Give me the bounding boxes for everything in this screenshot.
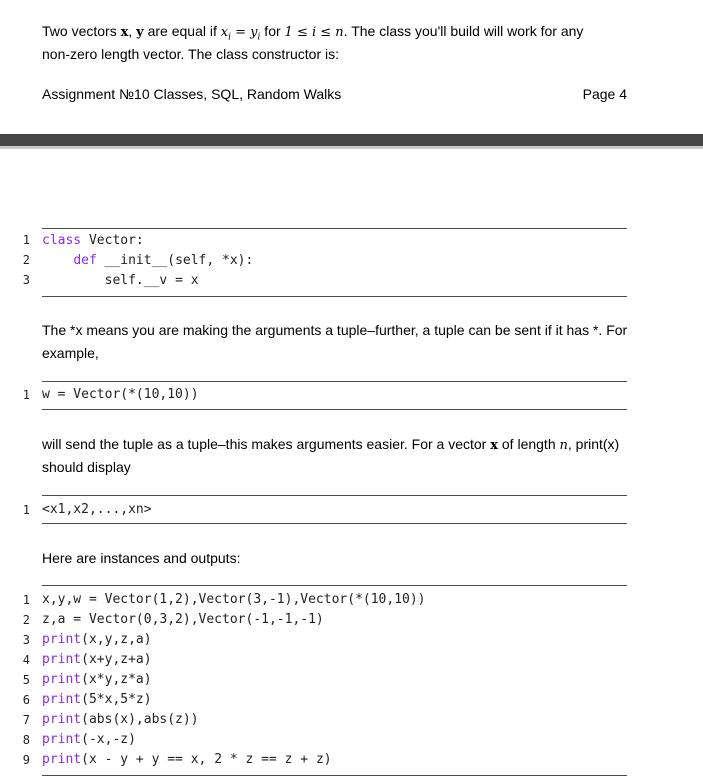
code-line: print(-x,-z) — [42, 732, 136, 747]
line-number: 9 — [22, 753, 30, 767]
code-line: print(abs(x),abs(z)) — [42, 712, 199, 727]
paragraph-line: The *x means you are making the arguments a tuple–further, a tuple can be sent if it has *. For — [42, 322, 628, 338]
paragraph-line: will send the tuple as a tuple–this makes arguments easier. For a vector x of length n, print(x) — [42, 436, 620, 453]
line-number: 8 — [22, 733, 30, 747]
intro-line-1: Two vectors x, y are equal if $x_i = y_i$ for 1 ≤ i ≤ n. The class you'll build will work for any — [42, 23, 584, 43]
code-rule-bottom — [42, 409, 627, 410]
code-line: class Vector: — [42, 233, 144, 248]
code-line: w = Vector(*(10,10)) — [42, 387, 199, 402]
code-rule-top — [42, 585, 627, 586]
equation-xi-yi: $x_i = y_i$ — [220, 25, 261, 43]
code-line: z,a = Vector(0,3,2),Vector(-1,-1,-1) — [42, 612, 324, 627]
paragraph-line: should display — [42, 459, 131, 475]
line-number: 1 — [22, 593, 30, 607]
code-line: self.__v = x — [104, 273, 199, 288]
code-rule-bottom — [42, 775, 627, 776]
line-number: 6 — [22, 693, 30, 707]
line-number: 3 — [22, 633, 30, 647]
assignment-title: Assignment №10 Classes, SQL, Random Walks — [42, 86, 342, 102]
code-rule-top — [42, 495, 627, 496]
code-line: x,y,w = Vector(1,2),Vector(3,-1),Vector(*(10,10)) — [42, 592, 426, 607]
code-rule-top — [42, 228, 627, 229]
line-number: 1 — [22, 503, 30, 517]
line-number: 4 — [22, 653, 30, 667]
code-rule-bottom — [42, 296, 627, 297]
code-line: def __init__(self, *x): — [73, 253, 254, 268]
code-line: print(5*x,5*z) — [42, 692, 152, 707]
line-number: 1 — [22, 233, 30, 247]
code-rule-bottom — [42, 523, 627, 524]
code-line: print(x*y,z*a) — [42, 672, 152, 687]
paragraph-line: example, — [42, 345, 99, 361]
code-rule-top — [42, 381, 627, 382]
line-number: 7 — [22, 713, 30, 727]
code-line: print(x,y,z,a) — [42, 632, 152, 647]
line-number: 1 — [22, 388, 30, 402]
line-number: 2 — [22, 613, 30, 627]
page-number: Page 4 — [582, 86, 627, 102]
intro-line-2: non-zero length vector. The class constructor is: — [42, 46, 339, 62]
code-line: print(x - y + y == x, 2 * z == z + z) — [42, 752, 332, 767]
page-break-edge — [0, 146, 703, 149]
line-number: 2 — [22, 253, 30, 267]
code-line: <x1,x2,...,xn> — [42, 502, 152, 517]
line-number: 5 — [22, 673, 30, 687]
code-line: print(x+y,z+a) — [42, 652, 152, 667]
paragraph-line: Here are instances and outputs: — [42, 550, 241, 566]
page-break — [0, 134, 703, 146]
line-number: 3 — [22, 273, 30, 287]
